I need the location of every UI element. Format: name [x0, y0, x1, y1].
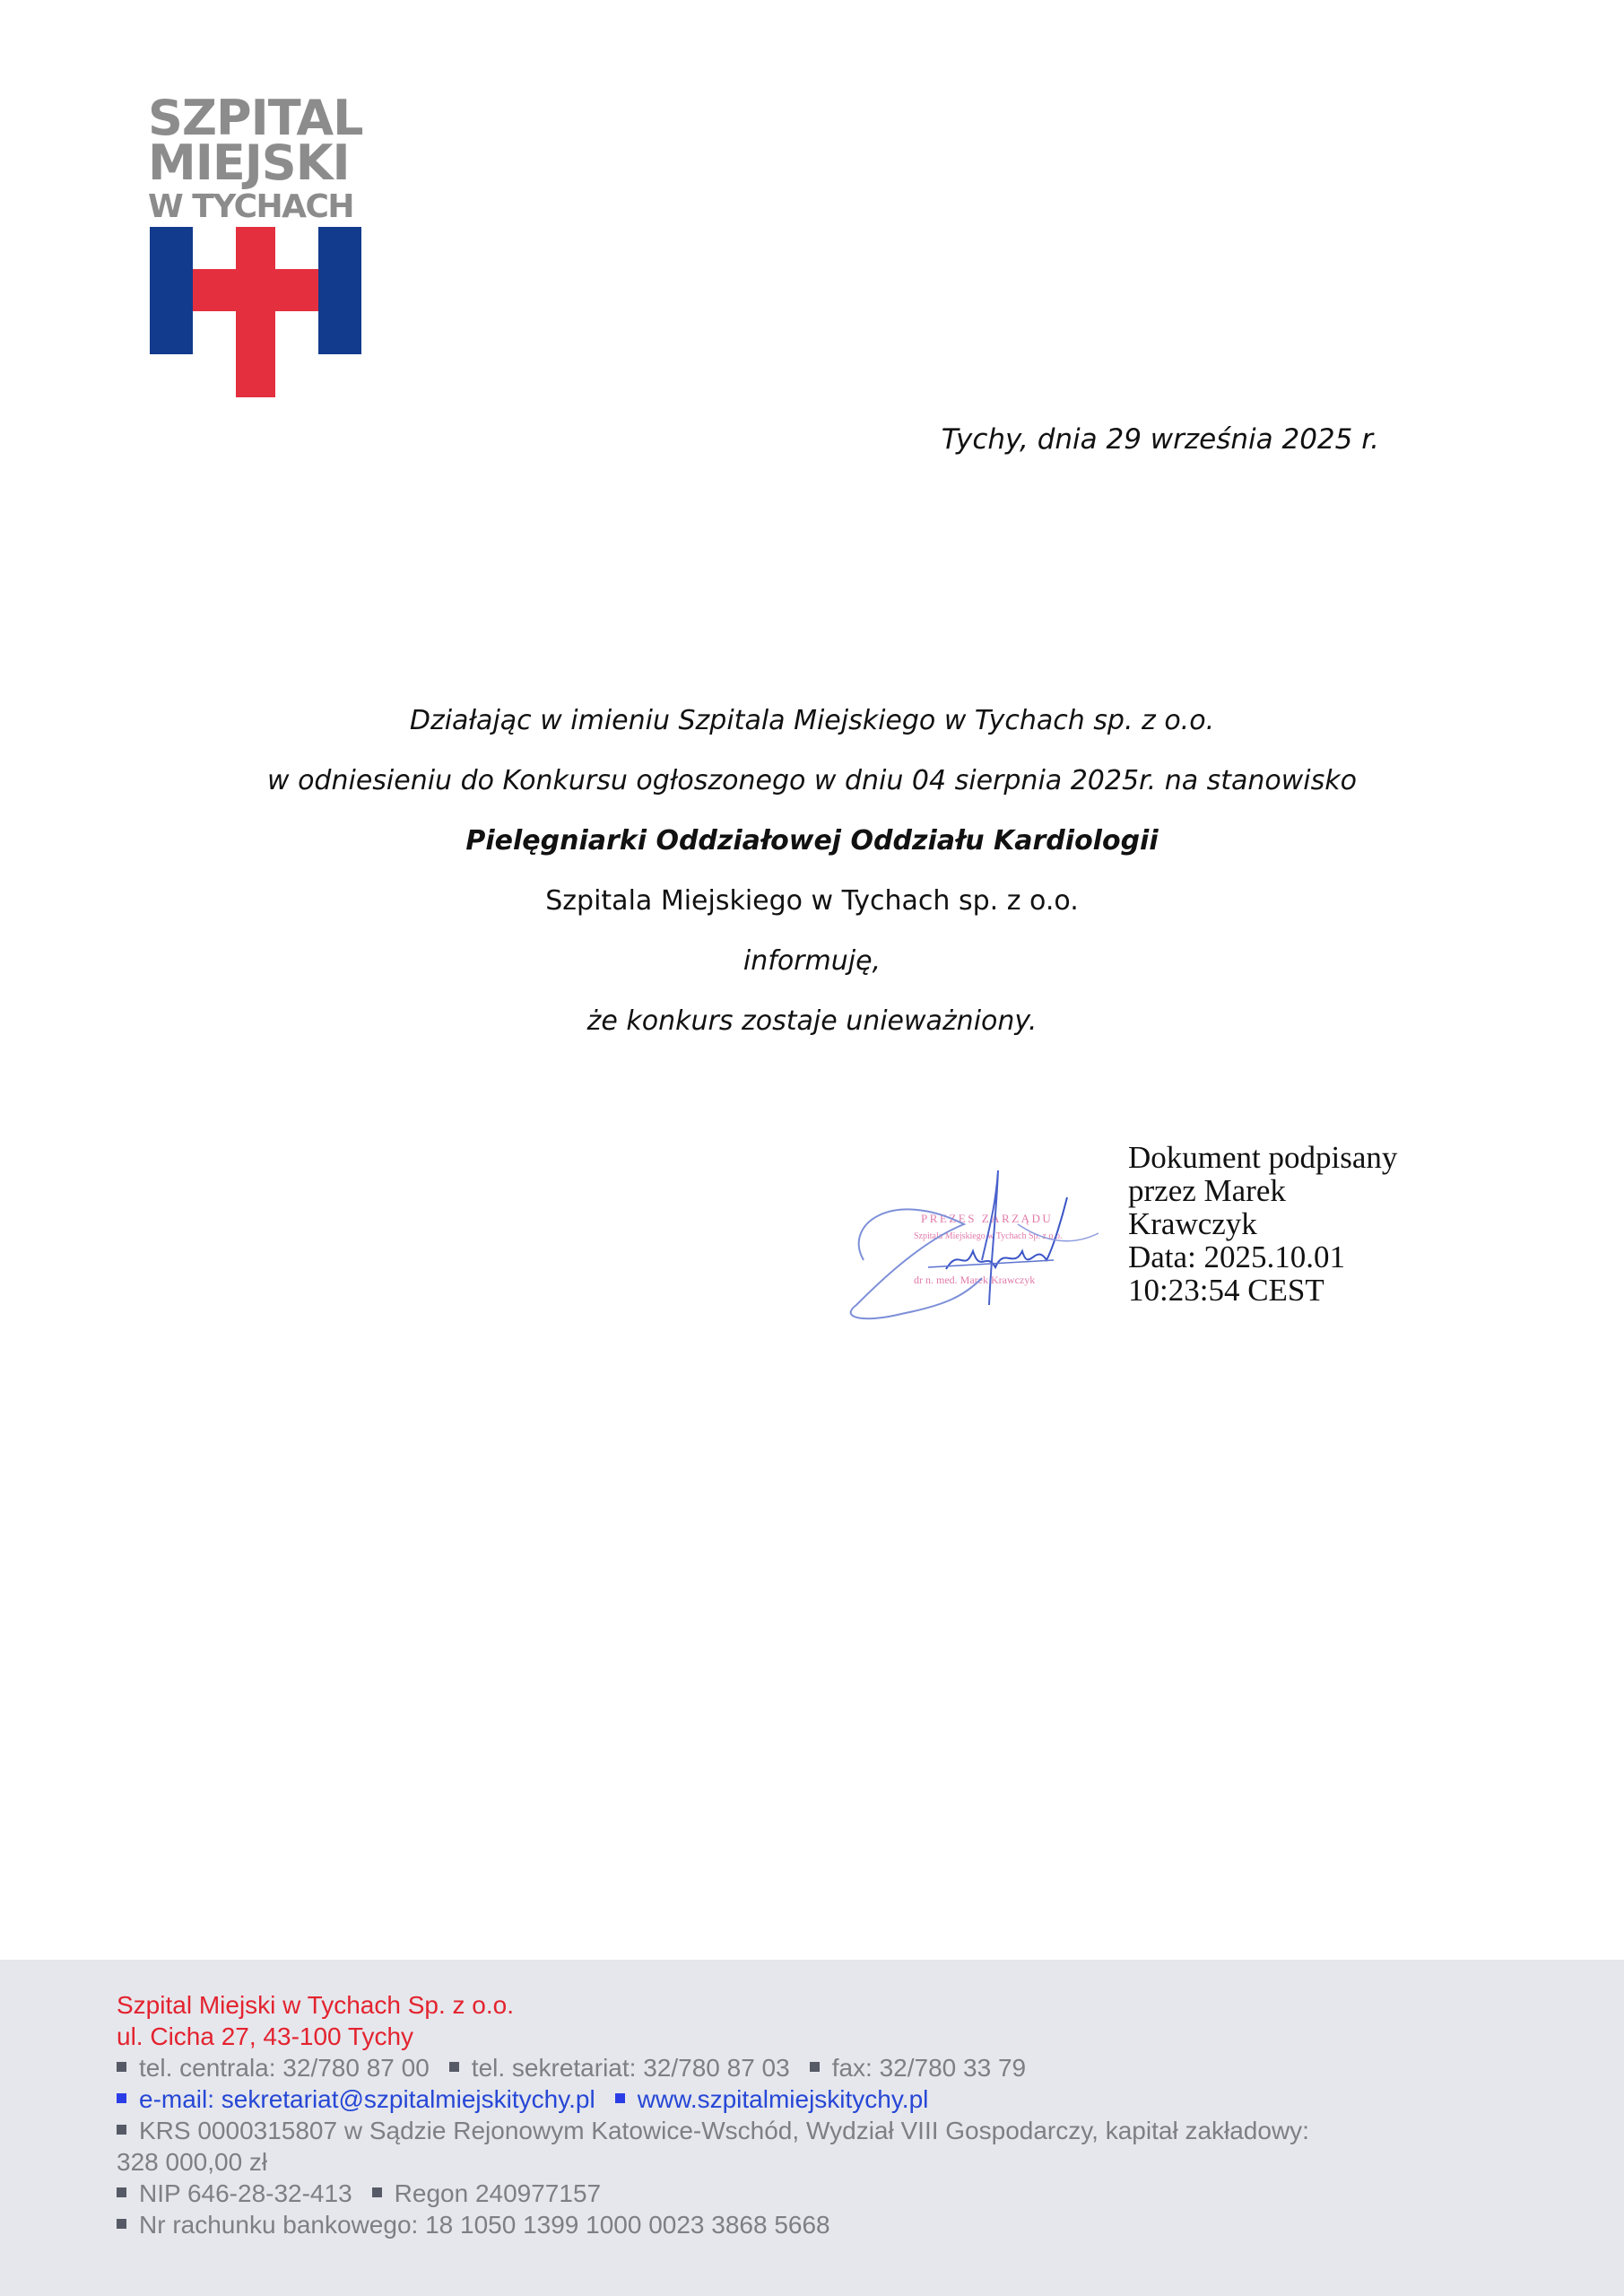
bullet-icon	[615, 2093, 625, 2103]
footer-tel-central: tel. centrala: 32/780 87 00	[139, 2054, 430, 2082]
footer-website-link[interactable]: www.szpitalmiejskitychy.pl	[637, 2085, 929, 2113]
footer-regon: Regon 240977157	[394, 2179, 602, 2207]
svg-text:dr n. med. Marek Krawczyk: dr n. med. Marek Krawczyk	[914, 1274, 1036, 1286]
logo-line-3: W TYCHACH	[148, 188, 354, 225]
body-line-5: informuję,	[743, 945, 881, 977]
signature-caption-line: Dokument podpisany	[1128, 1140, 1398, 1175]
footer-nip: NIP 646-28-32-413	[139, 2179, 352, 2207]
bullet-icon	[117, 2062, 126, 2072]
logo-line-1: SZPITAL	[148, 90, 363, 146]
letterhead-footer	[0, 1960, 1624, 2296]
body-line-2: w odniesieniu do Konkursu ogłoszonego w dniu 04 sierpnia 2025r. na stanowisko	[267, 765, 1357, 796]
footer-krs: KRS 0000315807 w Sądzie Rejonowym Katowice-Wschód, Wydział VIII Gospodarczy, kapitał zakładowy:	[139, 2117, 1309, 2144]
signature-caption-line: Data: 2025.10.01	[1128, 1239, 1346, 1274]
footer-tel-secretary: tel. sekretariat: 32/780 87 03	[471, 2054, 790, 2082]
bullet-icon	[117, 2187, 126, 2197]
signature-caption-line: 10:23:54 CEST	[1128, 1273, 1324, 1308]
footer-capital: 328 000,00 zł	[117, 2148, 268, 2176]
logo-line-2: MIEJSKI	[148, 135, 350, 191]
bullet-icon	[117, 2093, 126, 2103]
body-line-6: że konkurs zostaje unieważniony.	[586, 1005, 1038, 1037]
body-line-4: Szpitala Miejskiego w Tychach sp. z o.o.	[545, 885, 1079, 917]
signature-caption-line: Krawczyk	[1128, 1206, 1257, 1241]
bullet-icon	[117, 2125, 126, 2135]
letter-body	[0, 691, 1624, 1051]
bullet-icon	[449, 2062, 459, 2072]
svg-text:Szpitala Miejskiego w Tychach: Szpitala Miejskiego w Tychach Sp. z o.o.	[914, 1231, 1063, 1241]
footer-email-link[interactable]: e-mail: sekretariat@szpitalmiejskitychy.pl	[139, 2085, 595, 2113]
logo-cross-icon	[150, 227, 361, 397]
footer-address: ul. Cicha 27, 43-100 Tychy	[117, 2022, 414, 2050]
signature-caption-line: przez Marek	[1128, 1173, 1286, 1208]
hospital-logo	[148, 90, 363, 399]
bullet-icon	[372, 2187, 382, 2197]
position-title: Pielęgniarki Oddziałowej Oddziału Kardiologii	[465, 825, 1159, 857]
footer-company-name: Szpital Miejski w Tychach Sp. z o.o.	[117, 1991, 514, 2019]
footer-bank-account: Nr rachunku bankowego: 18 1050 1399 1000 0023 3868 5668	[139, 2211, 830, 2239]
bullet-icon	[810, 2062, 820, 2072]
signature-caption	[1128, 1141, 1397, 1307]
svg-text:PREZES ZARZĄDU: PREZES ZARZĄDU	[921, 1212, 1054, 1225]
bullet-icon	[117, 2219, 126, 2229]
signature-stamp	[838, 1161, 1107, 1327]
footer-fax: fax: 32/780 33 79	[831, 2054, 1027, 2082]
body-line-1: Działając w imieniu Szpitala Miejskiego w Tychach sp. z o.o.	[409, 705, 1215, 736]
document-date: Tychy, dnia 29 września 2025 r.	[941, 423, 1379, 456]
